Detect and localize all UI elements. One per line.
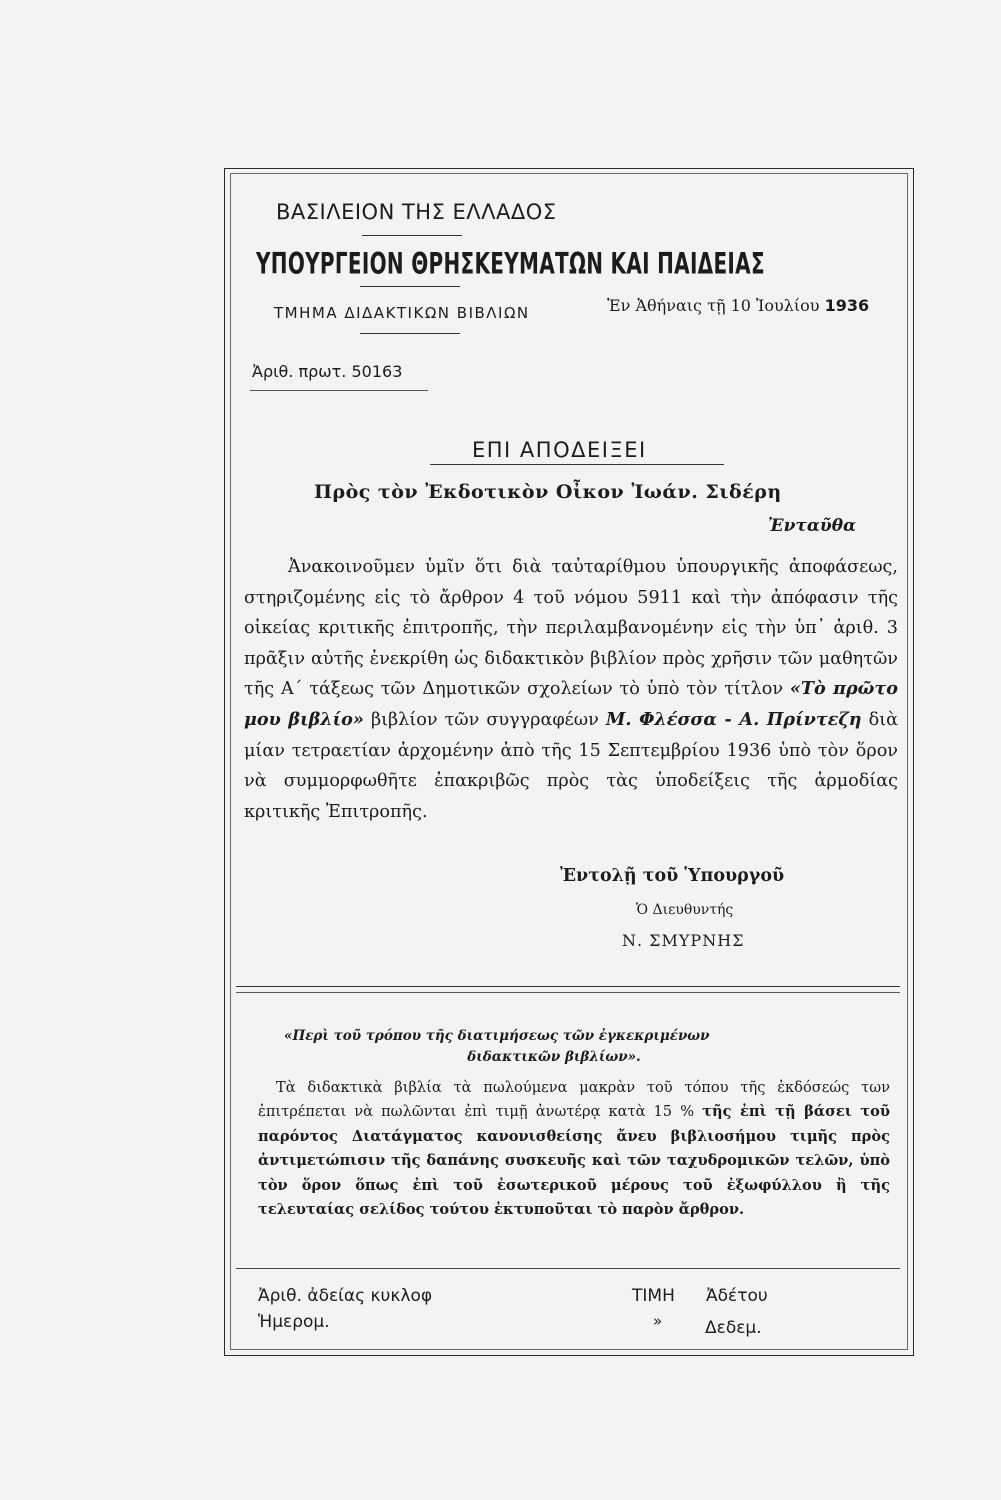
date-line	[607, 296, 869, 315]
kingdom-heading: ΒΑΣΙΛΕΙΟΝ ΤΗΣ ΕΛΛΑΔΟΣ	[276, 200, 557, 224]
ministers-order: Ἐντολῇ τοῦ Ὑπουργοῦ	[560, 866, 785, 886]
circulation-permit-label: Ἀριθ. ἀδείας κυκλοφ	[258, 1286, 433, 1306]
header-rule-1	[362, 235, 462, 236]
book-title: «Τὸ πρῶτο μου βιβλίο»	[244, 678, 899, 730]
bound-price-label: Δεδεμ.	[705, 1318, 762, 1338]
body-part-2: βιβλίον τῶν συγγραφέων	[370, 709, 599, 730]
director-title: Ὁ Διευθυντής	[636, 902, 734, 918]
note-title	[280, 1026, 868, 1068]
date-label: Ἡμερομ.	[258, 1312, 330, 1332]
recipient-line: Πρὸς τὸν Ἐκδοτικὸν Οἶκον Ἰωάν. Σιδέρη	[314, 481, 782, 503]
ditto-mark: »	[653, 1312, 663, 1330]
note-body	[258, 1076, 890, 1222]
note-title-line-2: διδακτικῶν βιβλίων».	[467, 1049, 641, 1065]
ministry-heading: ΥΠΟΥΡΓΕΙΟΝ ΘΡΗΣΚΕΥΜΑΤΩΝ ΚΑΙ ΠΑΙΔΕΙΑΣ	[256, 246, 765, 281]
letter-title: ΕΠΙ ΑΠΟΔΕΙΞΕΙ	[472, 438, 647, 462]
letter-body	[244, 552, 898, 827]
header-rule-3	[360, 333, 460, 334]
protocol-underline	[250, 390, 428, 391]
letter-title-underline	[430, 464, 724, 465]
date-text: Ἐν Ἀθήναις τῇ 10 Ἰουλίου	[607, 296, 820, 315]
director-name: Ν. ΣΜΥΡΝΗΣ	[622, 931, 745, 950]
department-heading: ΤΜΗΜΑ ΔΙΔΑΚΤΙΚΩΝ ΒΙΒΛΙΩΝ	[274, 304, 530, 322]
price-label: ΤΙΜΗ	[632, 1286, 675, 1306]
location-line: Ἐνταῦθα	[768, 516, 857, 536]
authors: Μ. Φλέσσα - Α. Πρίντεζη	[605, 708, 862, 730]
footer-rule	[236, 1268, 900, 1269]
divider-top	[236, 986, 900, 987]
protocol-number: Ἀριθ. πρωτ. 50163	[252, 362, 403, 381]
note-part-2: τῆς ἐπὶ τῇ βάσει τοῦ παρόντος Διατάγματος κανονισθείσης ἄνευ βιβλιοσήμου τιμῆς πρὸς ἀντιμετώπισιν τῆς δαπάνης συσκευῆς καὶ τῶν ταχυδρομικῶν τελῶν, ὑπὸ τὸν ὅρον ὅπως ἐπὶ τοῦ ἐσωτερικοῦ μέρους τοῦ ἐξωφύλλου ἢ τῆς τελευταίας σελίδος τούτου ἐκτυποῦται τὸ παρὸν ἄρθρον.	[258, 1103, 890, 1219]
header-rule-2	[360, 286, 460, 287]
body-part-3: διὰ μίαν τετραετίαν ἀρχομένην ἀπὸ τῆς 15 Σεπτεμβρίου 1936 ὑπὸ τὸν ὅρον νὰ συμμορφωθῆτε ἐπακριβῶς πρὸς τὰς ὑποδείξεις τῆς ἁρμοδίας κριτικῆς Ἐπιτροπῆς.	[244, 709, 899, 822]
unbound-price-label: Ἀδέτου	[706, 1286, 768, 1306]
divider-bottom	[236, 992, 900, 993]
body-part-1: Ἀνακοινοῦμεν ὑμῖν ὅτι διὰ ταὐταρίθμου ὑπουργικῆς ἀποφάσεως, στηριζομένης εἰς τὸ ἄρθρον 4 τοῦ νόμου 5911 καὶ τὴν ἀπόφασιν τῆς οἰκείας κριτικῆς ἐπιτροπῆς, τὴν περιλαμβανομένην εἰς τὴν ὑπ᾽ ἀριθ. 3 πρᾶξιν αὐτῆς ἐνεκρίθη ὡς διδακτικὸν βιβλίον πρὸς χρῆσιν τῶν μαθητῶν τῆς Α΄ τάξεως τῶν Δημοτικῶν σχολείων τὸ ὑπὸ τὸν τίτλον	[244, 557, 898, 700]
note-part-1: Τὰ διδακτικὰ βιβλία τὰ πωλούμενα μακρὰν τοῦ τόπου τῆς ἐκδόσεώς των ἐπιτρέπεται νὰ πωλῶνται ἐπὶ τιμῇ ἀνωτέρᾳ κατὰ 15 %	[258, 1079, 890, 1121]
note-title-line-1: «Περὶ τοῦ τρόπου τῆς διατιμήσεως τῶν ἐγκεκριμένων	[284, 1028, 710, 1044]
date-year: 1936	[824, 296, 870, 315]
